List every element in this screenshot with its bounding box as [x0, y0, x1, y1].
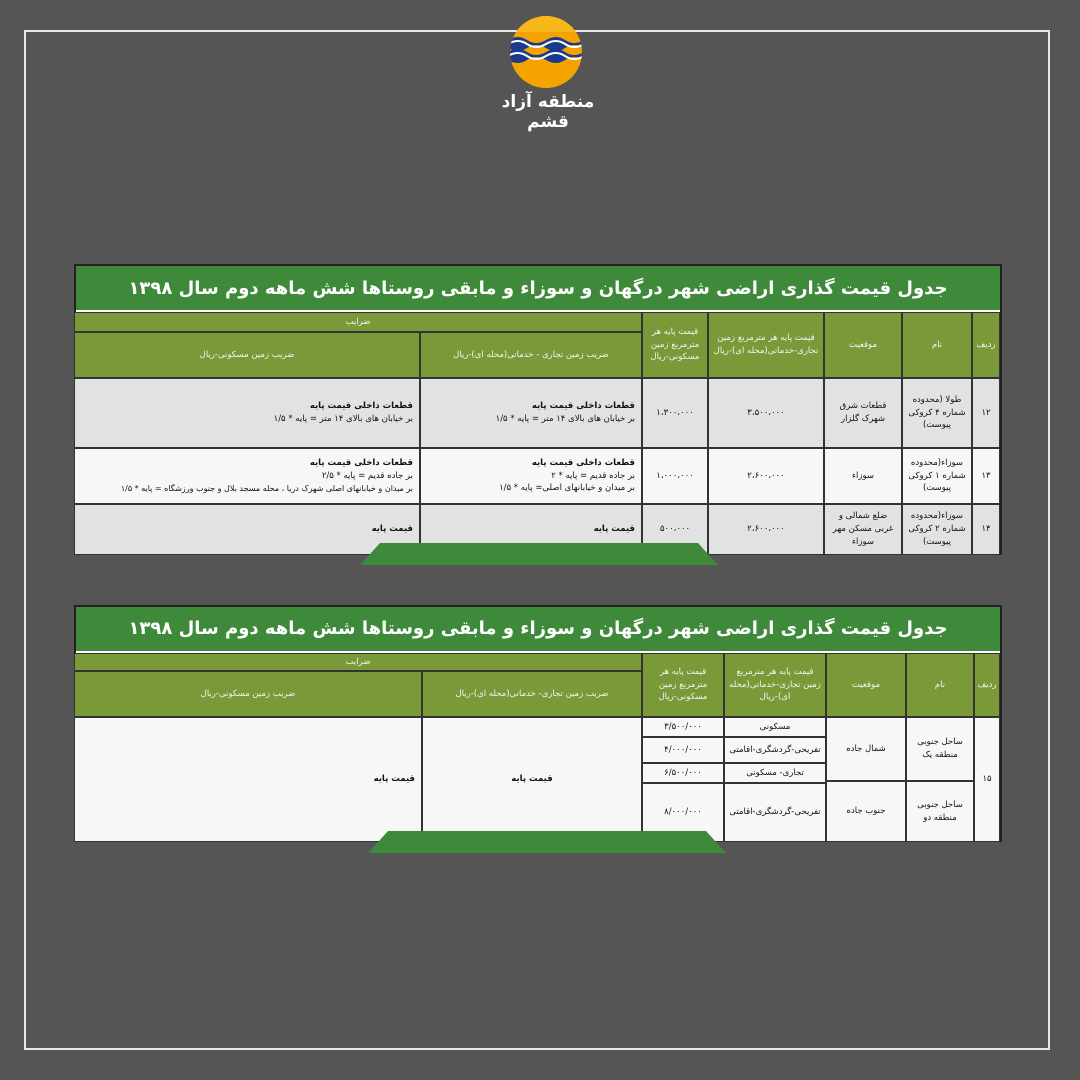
row12-residential-price: ۱،۳۰۰،۰۰۰: [642, 378, 708, 448]
row13-coef-commercial-line1: قطعات داخلی قیمت پایه: [531, 457, 635, 468]
row14-location: ضلع شمالی و غربی مسکن مهر سوزاء: [824, 504, 902, 555]
header-coefficients: ضرایب: [74, 653, 642, 671]
row15-use-1: مسکونی: [724, 717, 826, 737]
row13-commercial-price: ۲،۶۰۰،۰۰۰: [708, 448, 824, 504]
row15-zone1-name: ساحل جنوبی منطقه یک: [906, 717, 974, 781]
row13-coef-commercial: [420, 448, 642, 504]
row13-coef-residential-line3: بر میدان و خیابانهای اصلی شهرک دریا ، محله مسجد بلال و جنوب ورزشگاه = پایه * ۱/۵: [120, 483, 413, 493]
price-table-1: [74, 264, 1002, 555]
price-table-2: [74, 605, 1002, 842]
row15-coef-commercial: قیمت پایه: [422, 717, 642, 842]
logo-text: منطقه آزاد قشم: [501, 92, 595, 132]
row15-zone2-name: ساحل جنوبی منطقه دو: [906, 781, 974, 842]
row13-no: ۱۳: [972, 448, 1000, 504]
row14-commercial-price: ۲،۶۰۰،۰۰۰: [708, 504, 824, 555]
row12-coef-commercial-line2: بر خیابان های بالای ۱۴ متر = پایه * ۱/۵: [495, 414, 635, 424]
row13-coef-residential-line1: قطعات داخلی قیمت پایه: [309, 458, 413, 469]
table2-base-tab: [368, 831, 726, 853]
row13-coef-residential: [74, 448, 420, 504]
header-residential-price: قیمت پایه هر مترمربع زمین مسکونی-ریال: [642, 312, 708, 378]
row14-coef-commercial: قیمت پایه: [420, 504, 642, 555]
header-coef-commercial: ضریب زمین تجاری- خدماتی(محله ای)-ریال: [422, 671, 642, 717]
header-commercial-price: قیمت پایه هر مترمربع زمین تجاری-خدماتی(محله ای)-ریال: [724, 653, 826, 717]
row12-coef-residential: [74, 378, 420, 448]
row15-no: ۱۵: [974, 717, 1000, 842]
row13-coef-commercial-line3: بر میدان و خیابانهای اصلی= پایه * ۱/۵: [499, 483, 635, 494]
row14-name: سوزاء(محدوده شماره ۲ کروکی پیوست): [902, 504, 972, 555]
header-commercial-price: قیمت پایه هر مترمربع زمین تجاری-خدماتی(محله ای)-ریال: [708, 312, 824, 378]
header-location: موقعیت: [826, 653, 906, 717]
row12-coef-residential-line1: قطعات داخلی قیمت پایه: [309, 401, 413, 412]
row15-coef-residential: قیمت پایه: [74, 717, 422, 842]
row13-location: سوزاء: [824, 448, 902, 504]
row12-coef-residential-line2: بر خیابان های بالای ۱۴ متر = پایه * ۱/۵: [273, 414, 413, 424]
row15-price-4: ۸/۰۰۰/۰۰۰: [642, 783, 724, 842]
row15-price-1: ۳/۵۰۰/۰۰۰: [642, 717, 724, 737]
header-coef-residential: ضریب زمین مسکونی-ریال: [74, 332, 420, 378]
row13-coef-commercial-line2: بر جاده قدیم = پایه * ۲: [551, 470, 635, 481]
row15-use-3: تجاری- مسکونی: [724, 763, 826, 783]
header-coef-commercial: ضریب زمین تجاری - خدماتی(محله ای)-ریال: [420, 332, 642, 378]
row12-commercial-price: ۳،۵۰۰،۰۰۰: [708, 378, 824, 448]
qeshm-free-zone-logo: [478, 14, 618, 132]
header-row-no: ردیف: [972, 312, 1000, 378]
row12-no: ۱۲: [972, 378, 1000, 448]
row12-coef-commercial-line1: قطعات داخلی قیمت پایه: [531, 401, 635, 412]
row14-no: ۱۴: [972, 504, 1000, 555]
row15-zone1-location: شمال جاده: [826, 717, 906, 781]
row15-price-2: ۴/۰۰۰/۰۰۰: [642, 737, 724, 763]
table-title: جدول قیمت گذاری اراضی شهر درگهان و سوزاء و مابقی روستاها شش ماهه دوم سال ۱۳۹۸: [76, 266, 1000, 312]
row14-coef-residential: قیمت پایه: [74, 504, 420, 555]
row15-use-4: تفریحی-گردشگری-اقامتی: [724, 783, 826, 842]
header-name: نام: [906, 653, 974, 717]
header-residential-price: قیمت پایه هر مترمربع زمین مسکونی-ریال: [642, 653, 724, 717]
table-title: جدول قیمت گذاری اراضی شهر درگهان و سوزاء و مابقی روستاها شش ماهه دوم سال ۱۳۹۸: [76, 607, 1000, 653]
row15-use-2: تفریحی-گردشگری-اقامتی: [724, 737, 826, 763]
header-location: موقعیت: [824, 312, 902, 378]
row13-residential-price: ۱،۰۰۰،۰۰۰: [642, 448, 708, 504]
row12-location: قطعات شرق شهرک گلزار: [824, 378, 902, 448]
header-coefficients: ضرایب: [74, 312, 642, 332]
table1-base-tab: [360, 543, 718, 565]
row12-name: طولا (محدوده شماره ۴ کروکی پیوست): [902, 378, 972, 448]
sun-sea-logo-icon: [508, 14, 584, 90]
row15-zone2-location: جنوب جاده: [826, 781, 906, 842]
row15-price-3: ۶/۵۰۰/۰۰۰: [642, 763, 724, 783]
row13-coef-residential-line2: بر جاده قدیم = پایه * ۲/۵: [321, 471, 413, 481]
row12-coef-commercial: [420, 378, 642, 448]
row13-name: سوزاء(محدوده شماره ۱ کروکی پیوست): [902, 448, 972, 504]
header-coef-residential: ضریب زمین مسکونی-ریال: [74, 671, 422, 717]
header-name: نام: [902, 312, 972, 378]
header-row-no: ردیف: [974, 653, 1000, 717]
row14-residential-price: ۵۰۰،۰۰۰: [642, 504, 708, 555]
